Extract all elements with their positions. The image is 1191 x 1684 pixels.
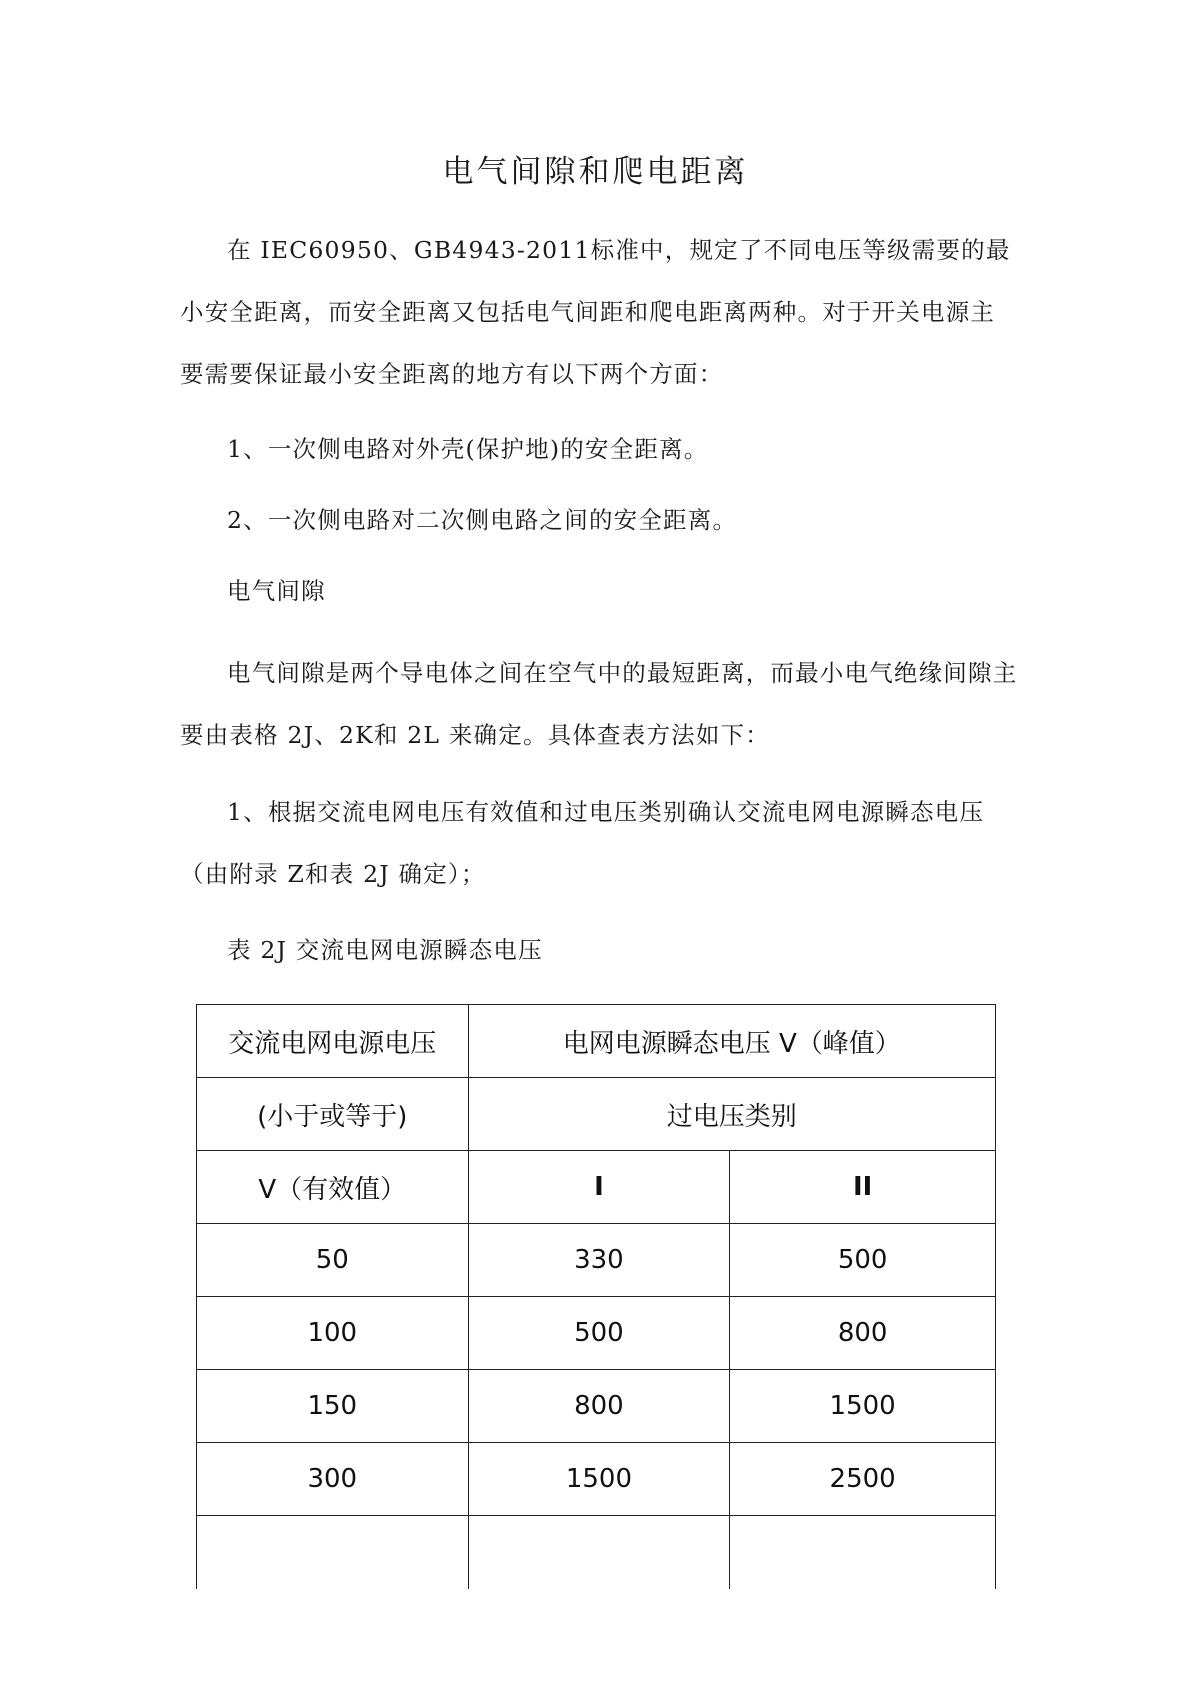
header-cell-transient: 电网电源瞬态电压 V（峰值） — [468, 1005, 995, 1078]
table-cell: 100 — [197, 1297, 469, 1370]
table-cell: 800 — [468, 1370, 730, 1443]
header-cell-unit: V（有效值） — [197, 1151, 469, 1224]
table-header-row — [197, 1151, 996, 1224]
table-continuation-row — [197, 1516, 996, 1589]
table-header-row — [197, 1078, 996, 1151]
table-cell-empty — [468, 1516, 730, 1589]
table-cell: 300 — [197, 1443, 469, 1516]
table-cell: 50 — [197, 1224, 469, 1297]
list-item-1: 1、一次侧电路对外壳(保护地)的安全距离。 — [227, 435, 709, 463]
header-cell-qualifier: (小于或等于) — [197, 1078, 469, 1151]
table-header-row — [197, 1005, 996, 1078]
table-cell: 1500 — [468, 1443, 730, 1516]
header-cell-category-2: II — [730, 1151, 996, 1224]
section-heading: 电气间隙 — [227, 577, 326, 605]
intro-paragraph: 在 IEC60950、GB4943-2011标准中，规定了不同电压等级需要的最小安全距离，而安全距离又包括电气间距和爬电距离两种。对于开关电源主要需要保证最小安全距离的地方有以下两个方面： — [180, 236, 1011, 388]
header-cell-category: 过电压类别 — [468, 1078, 995, 1151]
header-cell-category-1: I — [468, 1151, 730, 1224]
list-item-2: 2、一次侧电路对二次侧电路之间的安全距离。 — [227, 506, 738, 534]
table-caption: 表 2J 交流电网电源瞬态电压 — [227, 936, 543, 964]
table-row — [197, 1297, 996, 1370]
table-cell: 800 — [730, 1297, 996, 1370]
table-cell: 1500 — [730, 1370, 996, 1443]
page-title: 电气间隙和爬电距离 — [442, 154, 749, 190]
table-cell-empty — [197, 1516, 469, 1589]
table-cell: 500 — [468, 1297, 730, 1370]
clearance-description: 电气间隙是两个导电体之间在空气中的最短距离，而最小电气绝缘间隙主要由表格 2J、2K和 2L 来确定。具体查表方法如下： — [180, 659, 1018, 749]
step-1-paragraph: 1、根据交流电网电压有效值和过电压类别确认交流电网电源瞬态电压（由附录 Z和表 2J 确定）； — [180, 798, 985, 888]
table-cell: 500 — [730, 1224, 996, 1297]
table-cell-empty — [730, 1516, 996, 1589]
table-cell: 2500 — [730, 1443, 996, 1516]
transient-voltage-table — [196, 1004, 996, 1589]
table-row — [197, 1443, 996, 1516]
table-row — [197, 1370, 996, 1443]
table-row — [197, 1224, 996, 1297]
header-cell-voltage: 交流电网电源电压 — [197, 1005, 469, 1078]
table-cell: 330 — [468, 1224, 730, 1297]
table-cell: 150 — [197, 1370, 469, 1443]
